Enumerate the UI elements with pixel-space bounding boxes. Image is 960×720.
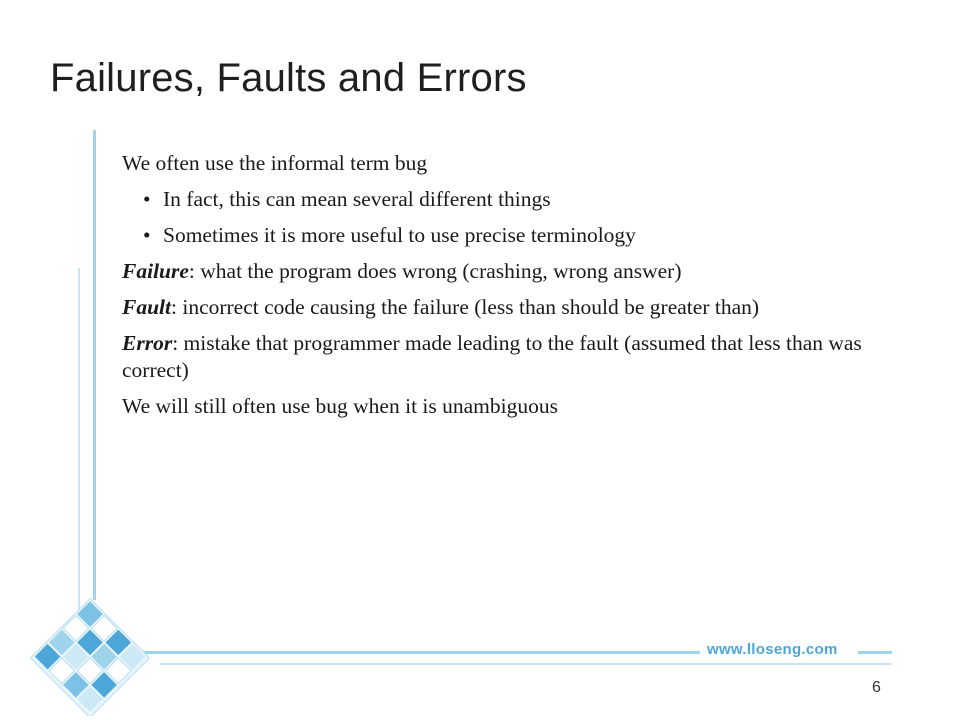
definition-error xyxy=(122,330,872,384)
bullet-item xyxy=(122,222,872,249)
definition-failure xyxy=(122,258,872,285)
bullet-dot-icon: • xyxy=(143,223,151,247)
closing-line: We will still often use bug when it is unambiguous xyxy=(122,394,558,418)
intro-line: We often use the informal term bug xyxy=(122,151,428,175)
definition-text: : incorrect code causing the failure (less than should be greater than) xyxy=(171,295,760,319)
vertical-accent-line xyxy=(93,130,96,600)
website-label: www.lloseng.com xyxy=(707,641,838,658)
page-number: 6 xyxy=(872,679,881,696)
slide-title: Failures, Faults and Errors xyxy=(50,56,527,100)
vertical-accent-line-secondary xyxy=(78,268,80,618)
footer-accent-line xyxy=(120,651,700,654)
bullet-text: Sometimes it is more useful to use precise terminology xyxy=(163,223,636,247)
bullet-dot-icon: • xyxy=(143,187,151,211)
slide-body xyxy=(122,150,872,429)
bullet-text: In fact, this can mean several different things xyxy=(163,187,551,211)
footer-accent-line-lower xyxy=(160,663,892,665)
definition-term: Error xyxy=(122,331,173,355)
definition-text: : what the program does wrong (crashing, wrong answer) xyxy=(188,259,682,283)
bullet-item xyxy=(122,186,872,213)
definition-term: Fault xyxy=(122,295,171,319)
definition-text: : mistake that programmer made leading to the fault (assumed that less than was correct) xyxy=(122,331,862,382)
diamond-tile-logo-icon xyxy=(30,596,150,716)
footer-accent-line-right xyxy=(858,651,892,654)
definition-term: Failure xyxy=(122,259,189,283)
definition-fault xyxy=(122,294,872,321)
